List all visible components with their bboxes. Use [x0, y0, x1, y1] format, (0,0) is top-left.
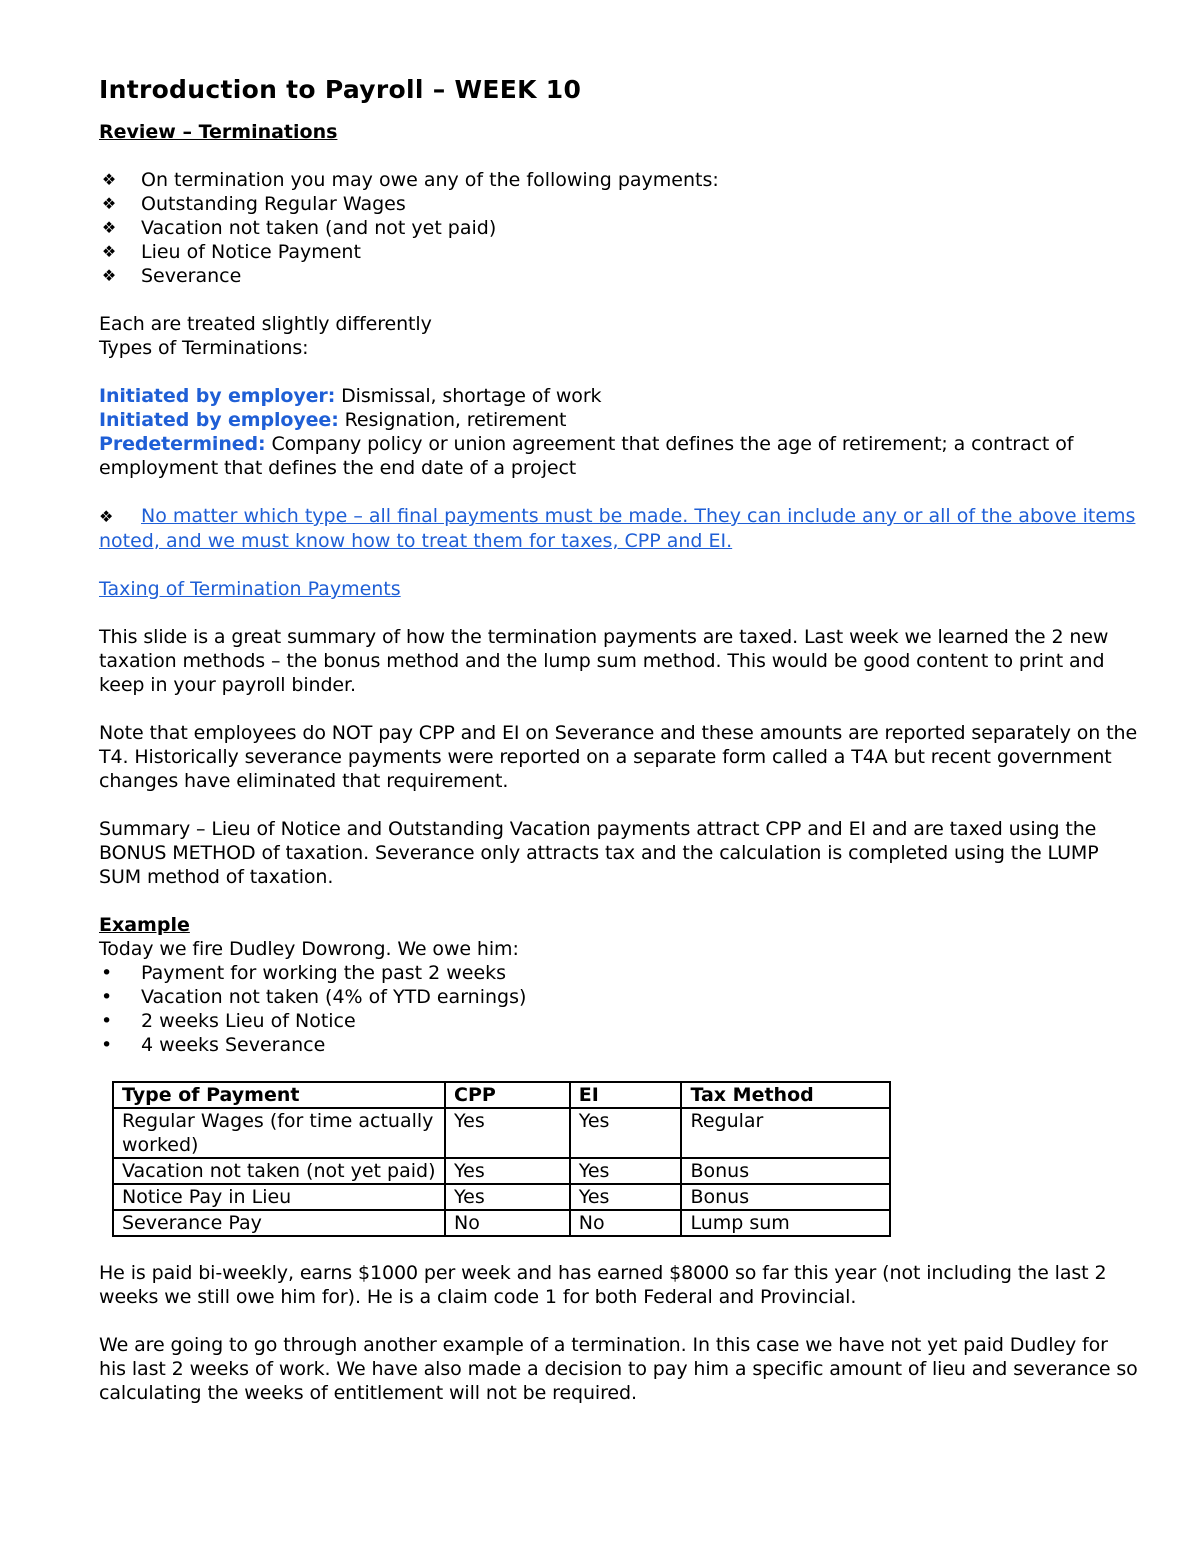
table-cell: No — [445, 1210, 570, 1236]
header-tax-method: Tax Method — [681, 1082, 890, 1108]
taxing-paragraph-1: This slide is a great summary of how the termination payments are taxed. Last week we learned the 2 new taxation methods – the bonus method and the lump sum method. This would be good content to print and keep in your payroll binder. — [99, 626, 1109, 696]
table-cell: Severance Pay — [113, 1210, 445, 1236]
list-item: ❖ Lieu of Notice Payment — [99, 240, 1139, 264]
header-type-of-payment: Type of Payment — [113, 1082, 445, 1108]
table-row — [113, 1108, 890, 1158]
list-item: ❖ Outstanding Regular Wages — [99, 192, 1139, 216]
type-predetermined: Predetermined: Company policy or union agreement that defines the age of retirement; a contract of employment that defines the end date of a project — [99, 433, 1074, 479]
page-title: Introduction to Payroll – WEEK 10 — [99, 75, 582, 104]
diamond-bullet-icon: ❖ — [101, 218, 117, 237]
example-intro: Today we fire Dudley Dowrong. We owe him: — [99, 938, 519, 960]
table-cell: Bonus — [681, 1184, 890, 1210]
table-cell: Yes — [570, 1108, 682, 1158]
list-item: • 2 weeks Lieu of Notice — [101, 1010, 356, 1032]
header-ei: EI — [570, 1082, 682, 1108]
table-cell: Lump sum — [681, 1210, 890, 1236]
table-cell: Yes — [445, 1158, 570, 1184]
taxing-paragraph-2: Note that employees do NOT pay CPP and EI on Severance and these amounts are reported separately on the T4. Historically severance payments were reported on a separate form called a T4A but recent government changes have eliminated that requirement. — [99, 722, 1138, 792]
diamond-bullet-icon: ❖ — [101, 242, 117, 261]
review-line-2: Types of Terminations: — [99, 337, 309, 359]
list-item: • Vacation not taken (4% of YTD earnings) — [101, 986, 527, 1008]
bullet-dot-icon: • — [101, 1034, 113, 1056]
list-item: ❖ Vacation not taken (and not yet paid) — [99, 216, 1139, 240]
example-heading: Example — [99, 914, 190, 936]
table-cell: Yes — [570, 1158, 682, 1184]
table-row — [113, 1210, 890, 1236]
document-page — [99, 72, 1139, 1405]
table-header-row — [113, 1082, 890, 1108]
closing-paragraph-2: We are going to go through another example of a termination. In this case we have not yet paid Dudley for his last 2 weeks of work. We have also made a decision to pay him a specific amount of lieu and severance so calculating the weeks of entitlement will not be required. — [99, 1334, 1138, 1404]
table-cell: Yes — [445, 1108, 570, 1158]
list-item: ❖ Severance — [99, 264, 1139, 288]
payment-table — [112, 1081, 891, 1237]
table-cell: No — [570, 1210, 682, 1236]
table-cell: Yes — [445, 1184, 570, 1210]
type-employee: Initiated by employee: Resignation, retirement — [99, 409, 567, 431]
table-cell: Bonus — [681, 1158, 890, 1184]
taxing-heading-link[interactable]: Taxing of Termination Payments — [99, 578, 401, 600]
bullet-dot-icon: • — [101, 1010, 113, 1032]
bullet-dot-icon: • — [101, 962, 113, 984]
table-cell: Regular Wages (for time actually worked) — [113, 1108, 445, 1158]
type-employer: Initiated by employer: Dismissal, shortage of work — [99, 385, 602, 407]
table-cell: Notice Pay in Lieu — [113, 1184, 445, 1210]
example-bullet-list — [99, 961, 1139, 1057]
review-heading: Review – Terminations — [99, 121, 338, 143]
bullet-dot-icon: • — [101, 986, 113, 1008]
review-bullet-list — [99, 168, 1139, 288]
diamond-bullet-icon: ❖ — [101, 194, 117, 213]
note-paragraph — [99, 504, 1139, 553]
table-row — [113, 1158, 890, 1184]
review-line-1: Each are treated slightly differently — [99, 313, 432, 335]
list-item: • 4 weeks Severance — [101, 1034, 326, 1056]
closing-paragraph-1: He is paid bi-weekly, earns $1000 per week and has earned $8000 so far this year (not including the last 2 weeks we still owe him for). He is a claim code 1 for both Federal and Provincial. — [99, 1262, 1107, 1308]
list-item: • Payment for working the past 2 weeks — [101, 962, 507, 984]
diamond-bullet-icon: ❖ — [101, 170, 117, 189]
note-link[interactable]: No matter which type – all final payments must be made. They can include any or all of the above items noted, and we must know how to treat them for taxes, CPP and EI. — [99, 505, 1136, 552]
diamond-bullet-icon: ❖ — [99, 507, 114, 526]
table-row — [113, 1184, 890, 1210]
diamond-bullet-icon: ❖ — [101, 266, 117, 285]
list-item: ❖ On termination you may owe any of the following payments: — [99, 168, 1139, 192]
table-cell: Regular — [681, 1108, 890, 1158]
header-cpp: CPP — [445, 1082, 570, 1108]
taxing-paragraph-3: Summary – Lieu of Notice and Outstanding Vacation payments attract CPP and EI and are taxed using the BONUS METHOD of taxation. Severance only attracts tax and the calculation is completed using the LUMP SUM method of taxation. — [99, 818, 1099, 888]
table-cell: Vacation not taken (not yet paid) — [113, 1158, 445, 1184]
table-cell: Yes — [570, 1184, 682, 1210]
